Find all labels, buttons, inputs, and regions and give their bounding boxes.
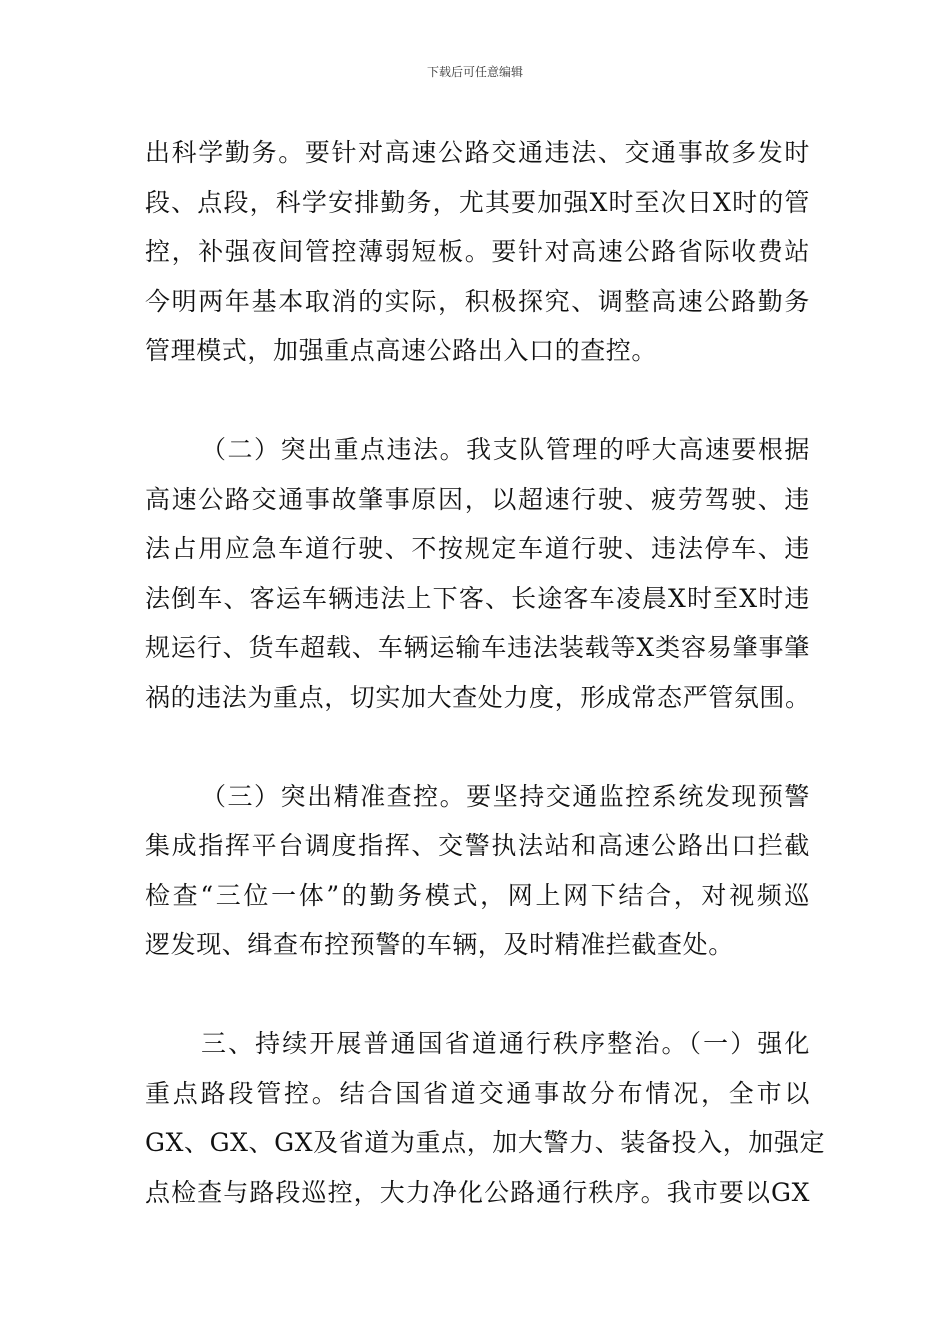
text-line: 高速公路交通事故肇事原因，以超速行驶、疲劳驾驶、违 [145, 484, 810, 514]
text-line: GX、GX、GX及省道为重点，加大警力、装备投入，加强定 [145, 1128, 826, 1157]
text-line: 管理模式，加强重点高速公路出入口的查控。 [145, 336, 658, 365]
text-line: （三）突出精准查控。要坚持交通监控系统发现预警 [201, 781, 810, 811]
paragraph-3 [145, 772, 810, 970]
text-line: （二）突出重点违法。我支队管理的呼大高速要根据 [201, 435, 810, 464]
text-line: 逻发现、缉查布控预警的车辆，及时精准拦截查处。 [145, 930, 734, 959]
text-line: 点检查与路段巡控，大力净化公路通行秩序。我市要以GX [145, 1177, 810, 1207]
text-line: 法占用应急车道行驶、不按规定车道行驶、违法停车、违 [145, 534, 810, 563]
page-header-note: 下载后可任意编辑 [426, 65, 523, 79]
text-line: 重点路段管控。结合国省道交通事故分布情况，全市以 [145, 1078, 810, 1108]
text-line: 法倒车、客运车辆违法上下客、长途客车凌晨X时至X时违 [145, 583, 810, 613]
text-line: 出科学勤务。要针对高速公路交通违法、交通事故多发时 [145, 138, 810, 167]
paragraph-spacer [145, 722, 810, 772]
text-line: 段、点段，科学安排勤务，尤其要加强X时至次日X时的管 [145, 187, 810, 217]
paragraph-spacer [145, 376, 810, 426]
paragraph-2 [145, 425, 810, 722]
text-line: 祸的违法为重点，切实加大查处力度，形成常态严管氛围。 [145, 682, 811, 712]
document-body [145, 128, 826, 1217]
paragraph-4 [145, 1019, 826, 1217]
text-line: 今明两年基本取消的实际，积极探究、调整高速公路勤务 [145, 286, 810, 316]
text-line: 集成指挥平台调度指挥、交警执法站和高速公路出口拦截 [145, 831, 810, 860]
text-line: 检查“三位一体”的勤务模式，网上网下结合，对视频巡 [145, 880, 810, 910]
paragraph-1 [145, 128, 810, 376]
text-line: 规运行、货车超载、车辆运输车违法装载等X类容易肇事肇 [145, 633, 810, 662]
text-line: 控，补强夜间管控薄弱短板。要针对高速公路省际收费站 [145, 237, 810, 266]
paragraph-spacer [145, 970, 810, 1020]
text-line: 三、持续开展普通国省道通行秩序整治。（一）强化 [201, 1029, 810, 1058]
